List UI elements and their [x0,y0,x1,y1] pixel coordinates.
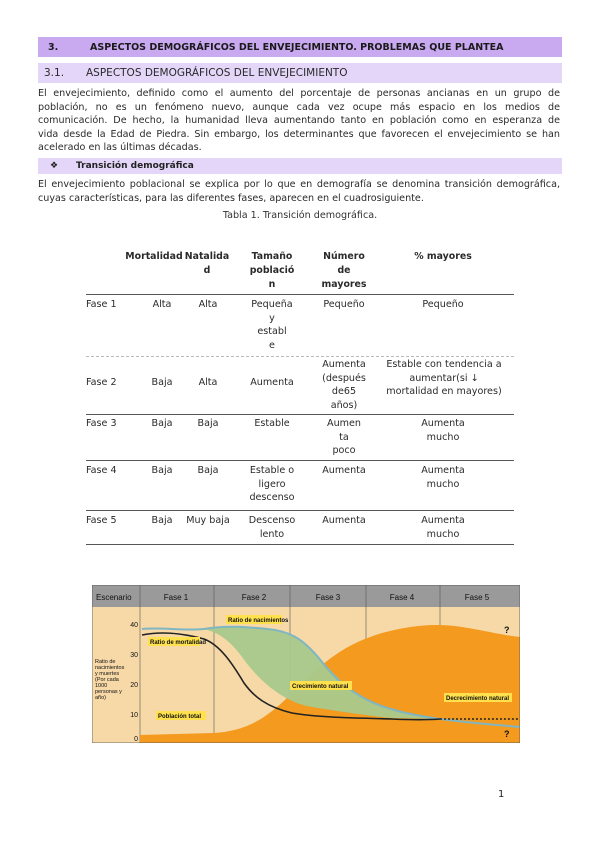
intro-line: acelerado en las últimas décadas. [38,142,202,154]
row-fase: Fase 2 [86,377,117,388]
row-numero: Aumen ta poco [327,418,361,456]
figure-header-label: Escenario [96,593,132,602]
row-fase: Fase 4 [86,465,117,476]
row-numero: Aumenta [322,465,366,476]
header-numero: Número de mayores [321,251,367,290]
row-natalidad: Alta [198,299,218,310]
item-paragraph [38,178,560,205]
row-mortalidad: Baja [151,515,173,526]
intro-line: comunicación. De hecho, la humanidad lleva aumentando tanto en población como en esperanza de [38,115,560,127]
subsection-title: ASPECTOS DEMOGRÁFICOS DEL ENVEJECIMIENTO [86,67,348,79]
item-title: Transición demográfica [76,161,194,171]
demographic-transition-figure [92,585,520,743]
y-tick: 20 [130,682,138,689]
total-population-label: Población total [158,714,202,720]
row-natalidad: Muy baja [186,515,230,526]
row-tamano: Descenso lento [248,515,296,540]
row-tamano: Aumenta [250,377,294,388]
subsection-number: 3.1. [44,67,65,79]
y-axis-label-line: (Por cada [95,677,119,683]
row-natalidad: Baja [197,418,219,429]
y-axis-label-line: año) [95,695,107,701]
row-fase: Fase 1 [86,299,117,310]
intro-line: vida desde la Edad de Piedra. Sin embargo, los determinantes que favorecen el envejecimiento se han [38,128,560,140]
diamond-bullet-icon: ❖ [50,161,59,171]
row-tamano: Estable o ligero descenso [249,465,295,503]
row-fase: Fase 3 [86,418,117,429]
phase-label: Fase 3 [315,593,341,602]
intro-line: El envejecimiento, definido como el aumento del porcentaje de personas ancianas en un grupo de [38,88,560,99]
table-rule [86,460,514,461]
phase-label: Fase 2 [241,593,267,602]
page-number: 1 [498,789,505,800]
phase-label: Fase 5 [464,593,490,602]
table-rule [86,510,514,511]
row-numero: Aumenta [322,515,366,526]
row-pct: Aumenta mucho [421,418,465,443]
section-number: 3. [48,41,59,53]
natural-decline-label: Decrecimiento natural [446,696,510,702]
deaths-label: Ratio de mortalidad [150,640,207,646]
y-axis-label-line: 1000 [95,683,108,689]
intro-line: población, no es un fenómeno nuevo, aunque cada vez ocupe más espacio en los medios de [38,101,560,113]
table-rule [86,544,514,545]
phase-label: Fase 4 [389,593,415,602]
figure-header-bar [92,585,520,607]
row-tamano: Pequeña y establ e [251,299,293,351]
row-mortalidad: Baja [151,465,173,476]
row-pct: Aumenta mucho [421,465,465,490]
y-tick: 10 [130,712,138,719]
subsection-heading [38,63,562,83]
phase-label: Fase 1 [163,593,189,602]
table-rule [86,294,514,295]
y-axis-label-line: Ratio de [95,659,116,665]
table-caption: Tabla 1. Transición demográfica. [222,210,378,221]
table-rule [86,414,514,415]
y-tick: 40 [130,622,138,629]
header-pct-mayores: % mayores [414,251,472,262]
row-mortalidad: Alta [152,299,172,310]
y-axis-label-line: y muertes [95,671,120,677]
row-tamano: Estable [254,418,290,429]
y-axis-label-line: nacimientos [95,665,125,671]
header-tamano: Tamaño població n [249,251,295,290]
row-mortalidad: Baja [151,377,173,388]
row-fase: Fase 5 [86,515,117,526]
row-numero: Aumenta (después de65 años) [322,359,366,411]
row-pct: Pequeño [422,299,464,310]
table-rule [86,356,514,357]
row-pct: Estable con tendencia a aumentar(si ↓ mortalidad en mayores) [386,359,502,397]
intro-paragraph [38,87,560,155]
unknown-mark: ? [504,729,510,739]
y-tick: 30 [130,652,138,659]
row-natalidad: Baja [197,465,219,476]
natural-growth-label: Crecimiento natural [292,684,349,690]
row-natalidad: Alta [198,377,218,388]
row-mortalidad: Baja [151,418,173,429]
item-heading [38,158,562,174]
item-line: cuyas características, para las diferentes fases, aparecen en el cuadrosiguiente. [38,192,424,204]
row-pct: Aumenta mucho [421,515,465,540]
header-mortalidad: Mortalidad [125,251,183,262]
y-tick: 0 [134,736,138,743]
row-numero: Pequeño [323,299,365,310]
section-title: ASPECTOS DEMOGRÁFICOS DEL ENVEJECIMIENTO. PROBLEMAS QUE PLANTEA [90,41,504,53]
section-heading [38,37,562,57]
births-label: Ratio de nacimientos [228,618,289,624]
unknown-mark: ? [504,625,510,635]
item-line: El envejecimiento poblacional se explica por lo que en demografía se denomina transición demográfica, [38,179,560,190]
y-axis-label-line: personas y [95,689,122,695]
header-natalidad: Natalida d [184,251,230,276]
